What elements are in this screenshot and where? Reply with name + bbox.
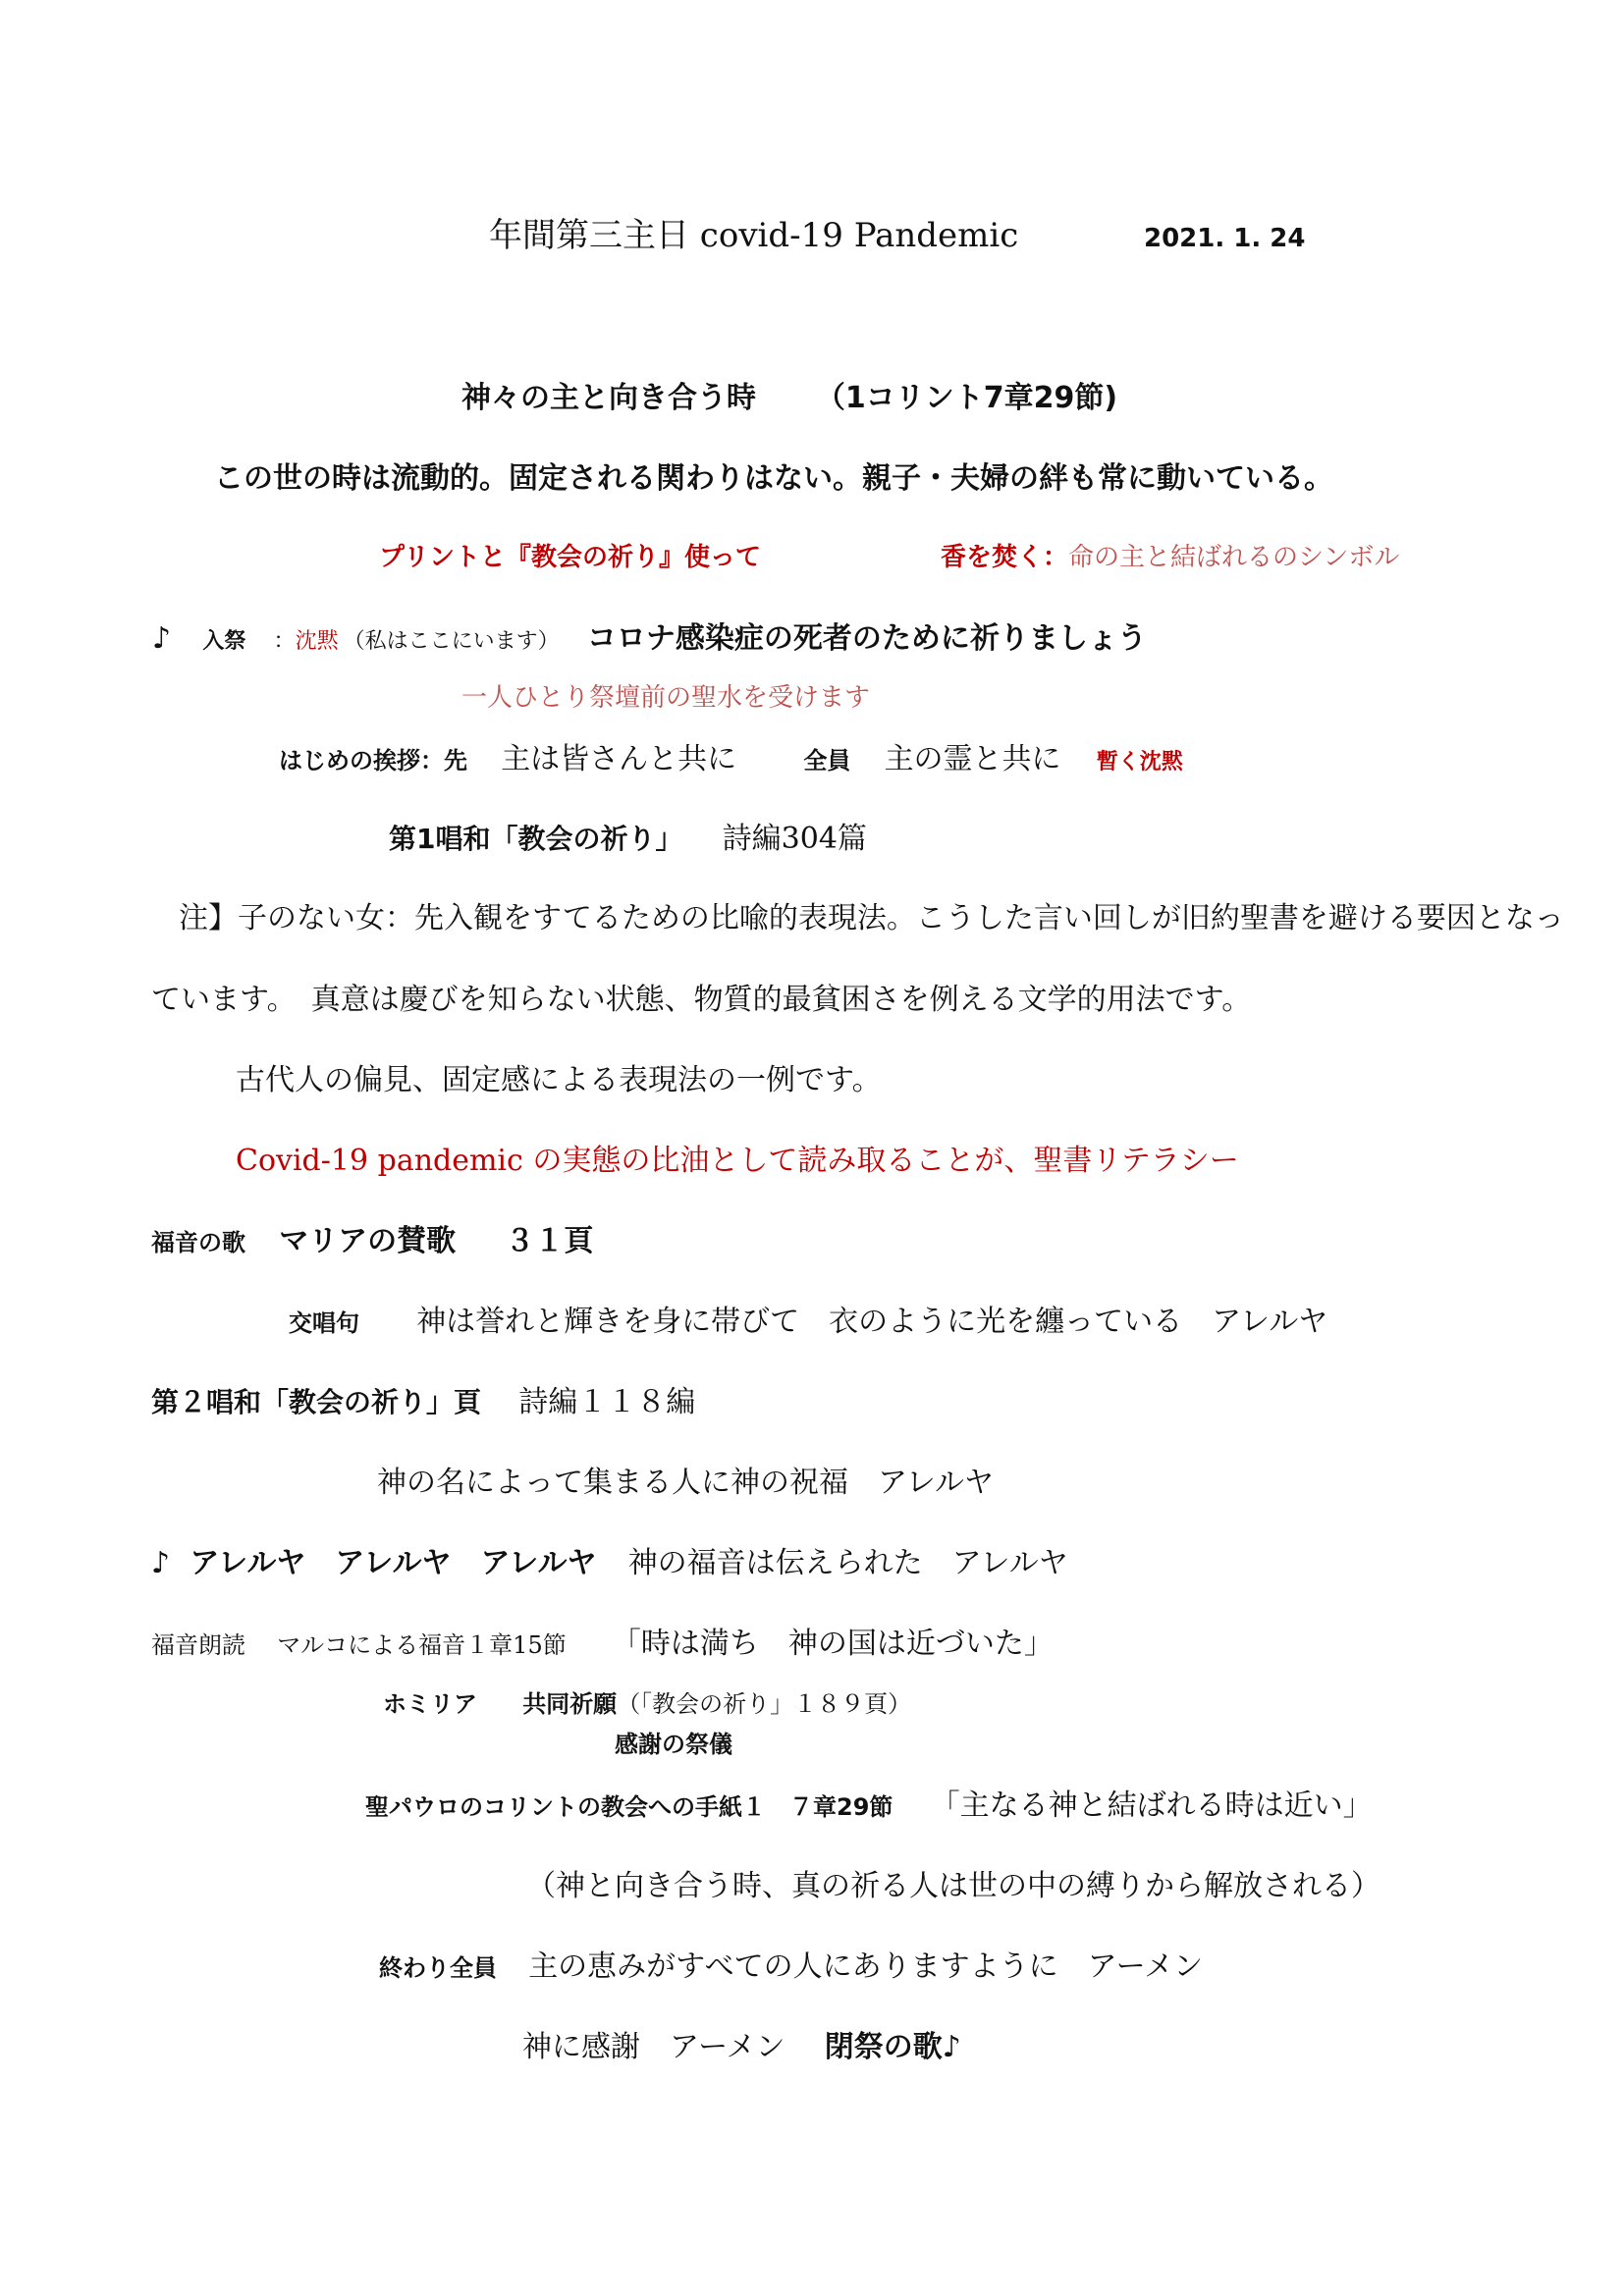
gospel-line bbox=[151, 1627, 1054, 1662]
prayers-ref: （「教会の祈り」１８９頁） bbox=[617, 1690, 912, 1718]
entrance-prayer: コロナ感染症の死者のために祈りましょう bbox=[586, 621, 1147, 656]
gospel-song-line bbox=[151, 1224, 593, 1259]
theme-line bbox=[461, 381, 1117, 416]
dismissal-line bbox=[522, 2030, 961, 2065]
entrance-label: 入祭 bbox=[202, 629, 246, 654]
page-title: 年間第三主日 covid-19 Pandemic bbox=[489, 216, 1019, 255]
antiphon-label: 交唱句 bbox=[289, 1309, 359, 1337]
gospel-label: 福音朗読 bbox=[151, 1631, 245, 1659]
psalm2-psalm: 詩編１１８編 bbox=[518, 1385, 696, 1419]
incense-line bbox=[941, 543, 1399, 573]
closing-song: 閉祭の歌♪ bbox=[824, 2030, 961, 2064]
gospel-song-page: ３１頁 bbox=[505, 1224, 594, 1258]
note-line-1: 注】子のない女：先入観をすてるための比喩的表現法。こうした言い回しが旧約聖書を避ける要因となっ bbox=[179, 901, 1564, 935]
reading-label: 聖パウロのコリントの教会への手紙１ ７章29節 bbox=[365, 1793, 893, 1821]
homily-label: ホミリア bbox=[383, 1690, 477, 1718]
reading-explanation: （神と向き合う時、真の祈る人は世の中の縛りから解放される） bbox=[526, 1869, 1380, 1903]
psalm1-label: 第1唱和「教会の祈り」 bbox=[389, 823, 683, 855]
eucharist-label: 感謝の祭儀 bbox=[615, 1731, 732, 1758]
closing-thanks: 神に感謝 アーメン bbox=[522, 2030, 785, 2064]
psalm2-line bbox=[151, 1385, 695, 1420]
reading-quote: 「主なる神と結ばれる時は近い」 bbox=[930, 1789, 1373, 1823]
gospel-song-title: マリアの賛歌 bbox=[279, 1224, 457, 1258]
gospel-reference: マルコによる福音１章15節 bbox=[277, 1631, 567, 1659]
greeting-all: 主の霊と共に bbox=[884, 742, 1061, 776]
note-line-3: 古代人の偏見、固定感による表現法の一例です。 bbox=[236, 1063, 882, 1097]
music-note-icon: ♪ bbox=[152, 621, 172, 656]
entrance-silence-prefix: ： bbox=[273, 629, 296, 654]
note-line-4: Covid-19 pandemic の実態の比油として読み取ることが、聖書リテラシー bbox=[236, 1144, 1239, 1178]
entrance-song: （私はここにいます） bbox=[343, 629, 560, 654]
greeting-silence: 暫く沈黙 bbox=[1096, 750, 1183, 774]
psalm2-label: 第２唱和「教会の祈り」頁 bbox=[151, 1386, 482, 1418]
alleluia-line bbox=[151, 1546, 1068, 1581]
theme-reference: （1コリント7章29節) bbox=[815, 381, 1118, 415]
psalm1-psalm: 詩編304篇 bbox=[722, 822, 867, 856]
psalm2-verse: 神の名によって集まる人に神の祝福 アレルヤ bbox=[377, 1466, 995, 1500]
alleluia-words: アレルヤ アレルヤ アレルヤ bbox=[189, 1546, 597, 1580]
service-date: 2021. 1. 24 bbox=[1144, 224, 1306, 253]
antiphon-text: 神は誉れと輝きを身に帯びて 衣のように光を纏っている アレルヤ bbox=[416, 1305, 1328, 1339]
greeting-label: はじめの挨拶：先 bbox=[279, 747, 467, 774]
holy-water-note: 一人ひとり祭壇前の聖水を受けます bbox=[461, 683, 871, 713]
entrance-line bbox=[152, 621, 1147, 657]
antiphon-line bbox=[289, 1305, 1327, 1340]
incense-text: 命の主と結ばれるのシンボル bbox=[1068, 543, 1400, 572]
gospel-song-label: 福音の歌 bbox=[151, 1229, 245, 1256]
prayers-label: 共同祈願 bbox=[522, 1690, 618, 1718]
greeting-all-label: 全員 bbox=[803, 747, 851, 774]
alleluia-text: 神の福音は伝えられた アレルヤ bbox=[627, 1546, 1068, 1580]
closing-label: 終わり全員 bbox=[379, 1954, 497, 1982]
reading-line bbox=[365, 1789, 1373, 1824]
entrance-silence: 沈黙 bbox=[295, 629, 339, 654]
incense-label: 香を焚く： bbox=[941, 543, 1069, 572]
greeting-line bbox=[279, 742, 1183, 777]
psalm1-line bbox=[389, 822, 867, 857]
closing-blessing: 主の恵みがすべての人にありますように アーメン bbox=[528, 1949, 1204, 1984]
closing-line bbox=[379, 1949, 1203, 1985]
note-line-2: ています。 真意は慶びを知らない状態、物質的最貧困さを例える文学的用法です。 bbox=[151, 983, 1252, 1017]
theme-title: 神々の主と向き合う時 bbox=[461, 381, 756, 415]
print-note: プリントと『教会の祈り』使って bbox=[379, 543, 761, 572]
music-note-icon: ♪ bbox=[151, 1546, 171, 1580]
gospel-quote: 「時は満ち 神の国は近づいた」 bbox=[611, 1627, 1054, 1661]
theme-subtitle: この世の時は流動的。固定される関わりはない。親子・夫婦の絆も常に動いている。 bbox=[214, 461, 1333, 496]
greeting-priest: 主は皆さんと共に bbox=[501, 742, 737, 776]
homily-line bbox=[383, 1690, 911, 1719]
